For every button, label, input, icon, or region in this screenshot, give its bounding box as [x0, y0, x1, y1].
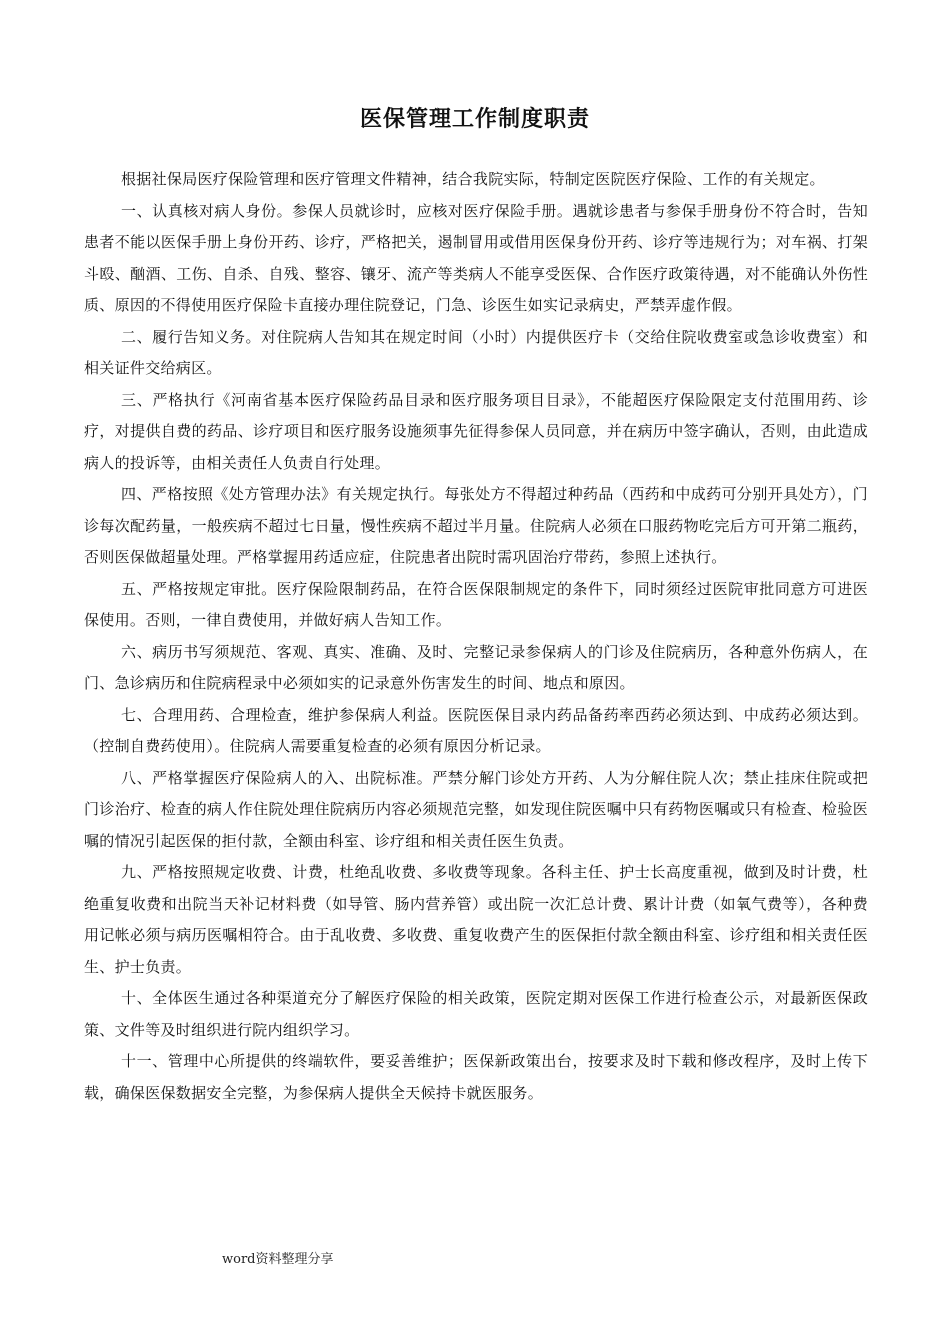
- paragraph-8: 八、严格掌握医疗保险病人的入、出院标准。严禁分解门诊处方开药、人为分解住院人次；禁止挂床住院或把门诊治疗、检查的病人作住院处理住院病历内容必须规范完整，如发现住院医嘱中只有药物医嘱或只有检查、检验医嘱的情况引起医保的拒付款，全额由科室、诊疗组和相关责任医生负责。: [84, 768, 868, 850]
- paragraph-2: 二、履行告知义务。对住院病人告知其在规定时间（小时）内提供医疗卡（交给住院收费室或急诊收费室）和相关证件交给病区。: [84, 327, 868, 377]
- page-footer: word资料整理分享: [222, 1252, 334, 1267]
- paragraph-11: 十一、管理中心所提供的终端软件，要妥善维护；医保新政策出台，按要求及时下载和修改程序，及时上传下载，确保医保数据安全完整，为参保病人提供全天候持卡就医服务。: [84, 1052, 868, 1102]
- paragraph-6: 六、病历书写须规范、客观、真实、准确、及时、完整记录参保病人的门诊及住院病历，各种意外伤病人，在门、急诊病历和住院病程录中必须如实的记录意外伤害发生的时间、地点和原因。: [84, 642, 868, 692]
- paragraph-10: 十、全体医生通过各种渠道充分了解医疗保险的相关政策，医院定期对医保工作进行检查公示，对最新医保政策、文件等及时组织进行院内组织学习。: [84, 989, 868, 1039]
- paragraph-5: 五、严格按规定审批。医疗保险限制药品，在符合医保限制规定的条件下，同时须经过医院审批同意方可进医保使用。否则，一律自费使用，并做好病人告知工作。: [84, 579, 868, 629]
- paragraph-3: 三、严格执行《河南省基本医疗保险药品目录和医疗服务项目目录》，不能超医疗保险限定支付范围用药、诊疗，对提供自费的药品、诊疗项目和医疗服务设施须事先征得参保人员同意，并在病历中签字确认，否则，由此造成病人的投诉等，由相关责任人负责自行处理。: [84, 390, 868, 472]
- paragraph-intro: 根据社保局医疗保险管理和医疗管理文件精神，结合我院实际，特制定医院医疗保险、工作的有关规定。: [121, 170, 825, 188]
- paragraph-7: 七、合理用药、合理检查，维护参保病人利益。医院医保目录内药品备药率西药必须达到、中成药必须达到。（控制自费药使用）。住院病人需要重复检查的必须有原因分析记录。: [84, 705, 868, 755]
- document-title: 医保管理工作制度职责: [359, 107, 590, 132]
- document-body: [84, 164, 868, 1109]
- paragraph-1: 一、认真核对病人身份。参保人员就诊时，应核对医疗保险手册。遇就诊患者与参保手册身份不符合时，告知患者不能以医保手册上身份开药、诊疗，严格把关，遏制冒用或借用医保身份开药、诊疗等违规行为；对车祸、打架斗殴、酗酒、工伤、自杀、自残、整容、镶牙、流产等类病人不能享受医保、合作医疗政策待遇，对不能确认外伤性质、原因的不得使用医疗保险卡直接办理住院登记，门急、诊医生如实记录病史，严禁弄虚作假。: [84, 201, 868, 314]
- paragraph-4: 四、严格按照《处方管理办法》有关规定执行。每张处方不得超过种药品（西药和中成药可分别开具处方），门诊每次配药量，一般疾病不超过七日量，慢性疾病不超过半月量。住院病人必须在口服药物吃完后方可开第二瓶药，否则医保做超量处理。严格掌握用药适应症，住院患者出院时需巩固治疗带药，参照上述执行。: [84, 485, 868, 566]
- paragraph-9: 九、严格按照规定收费、计费，杜绝乱收费、多收费等现象。各科主任、护士长高度重视，做到及时计费，杜绝重复收费和出院当天补记材料费（如导管、肠内营养管）或出院一次汇总计费、累计计费（如氧气费等），各种费用记帐必须与病历医嘱相符合。由于乱收费、多收费、重复收费产生的医保拒付款全额由科室、诊疗组和相关责任医生、护士负责。: [84, 863, 868, 976]
